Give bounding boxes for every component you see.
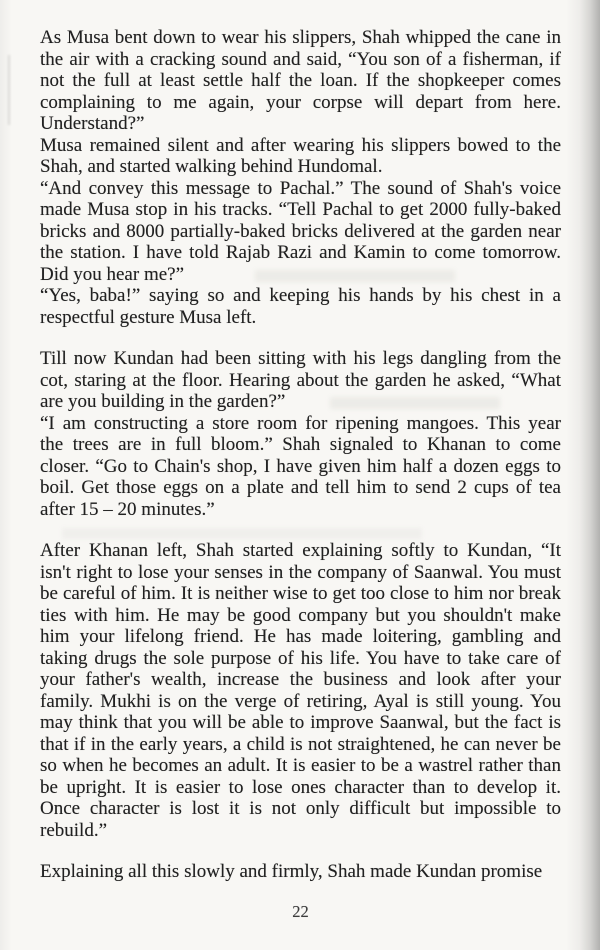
text-line: Shah, and started walking behind Hundomal. (40, 156, 383, 177)
text-line: after 15 – 20 minutes.” (40, 498, 215, 520)
text-line: are you building in the garden?” (40, 391, 286, 412)
text-line: rebuild.” (40, 819, 108, 841)
text-line: family. Mukhi is on the verge of retiring, Ayal is still young. You (40, 690, 561, 712)
paragraph (40, 861, 561, 883)
text-line: so when he becomes an adult. It is easier to be a wastrel rather than (40, 755, 561, 776)
paragraph (40, 540, 561, 841)
text-line: Once character is lost it is not only difficult but impossible to (40, 798, 561, 819)
text-line: the station. I have told Rajab Razi and Kamin to come tomorrow. (40, 242, 561, 263)
text-line: the air with a cracking sound and said, “You son of a fisherman, if (40, 48, 561, 70)
text-line: ties with him. He may be good company but you shouldn't make (40, 604, 561, 626)
text-line: not the full at least settle half the loan. If the shopkeeper comes (40, 70, 561, 91)
text-line: “I am constructing a store room for ripening mangoes. This year (40, 412, 561, 434)
text-line: Explaining all this slowly and firmly, Shah made Kundan promise (40, 861, 543, 882)
paragraph (40, 285, 561, 328)
text-line: bricks and 8000 partially-baked bricks delivered at the garden near (40, 220, 561, 242)
text-line: be upright. It is easier to lose ones character than to develop it. (40, 776, 561, 798)
paragraph (40, 135, 561, 178)
text-line: the trees are in full bloom.” Shah signaled to Khanan to come (40, 434, 561, 455)
page-number: 22 (292, 902, 309, 921)
text-line: complaining to me again, your corpse will depart from here. (40, 91, 561, 113)
text-line: him your lifelong friend. He has made loitering, gambling and (40, 626, 561, 647)
text-line: “Yes, baba!” saying so and keeping his hands by his chest in a (40, 285, 561, 306)
text-line: Till now Kundan had been sitting with his legs dangling from the (40, 348, 561, 369)
page-left-edge-shading (0, 0, 14, 950)
text-line: After Khanan left, Shah started explaining softly to Kundan, “It (40, 540, 561, 561)
text-line: As Musa bent down to wear his slippers, Shah whipped the cane in (40, 27, 561, 48)
paragraph (40, 178, 561, 286)
text-line: isn't right to lose your senses in the company of Saanwal. You must (40, 561, 561, 583)
scan-streak-artifact (8, 55, 10, 125)
text-line: boil. Get those eggs on a plate and tell him to send 2 cups of tea (40, 477, 561, 498)
text-line: Understand?” (40, 113, 145, 134)
text-line: respectful gesture Musa left. (40, 306, 257, 328)
text-line: that if in the early years, a child is not straightened, he can never be (40, 733, 561, 755)
paragraph (40, 348, 561, 413)
book-binding-shadow (566, 0, 600, 950)
text-line: cot, staring at the floor. Hearing about the garden he asked, “What (40, 369, 561, 391)
paragraph (40, 413, 561, 521)
text-line: taking drugs the sole purpose of his life. You have to take care of (40, 647, 561, 669)
text-line: may think that you will be able to improve Saanwal, but the fact is (40, 712, 561, 733)
text-line: Did you hear me?” (40, 263, 185, 285)
text-line: Musa remained silent and after wearing his slippers bowed to the (40, 134, 561, 156)
text-line: made Musa stop in his tracks. “Tell Pachal to get 2000 fully-baked (40, 199, 561, 220)
text-line: your father's wealth, increase the business and look after your (40, 669, 561, 690)
text-line: “And convey this message to Pachal.” The sound of Shah's voice (40, 177, 561, 199)
text-block (40, 27, 561, 883)
paragraph (40, 27, 561, 135)
text-line: be careful of him. It is neither wise to get too close to him nor break (40, 583, 561, 604)
text-line: closer. “Go to Chain's shop, I have given him half a dozen eggs to (40, 455, 561, 477)
